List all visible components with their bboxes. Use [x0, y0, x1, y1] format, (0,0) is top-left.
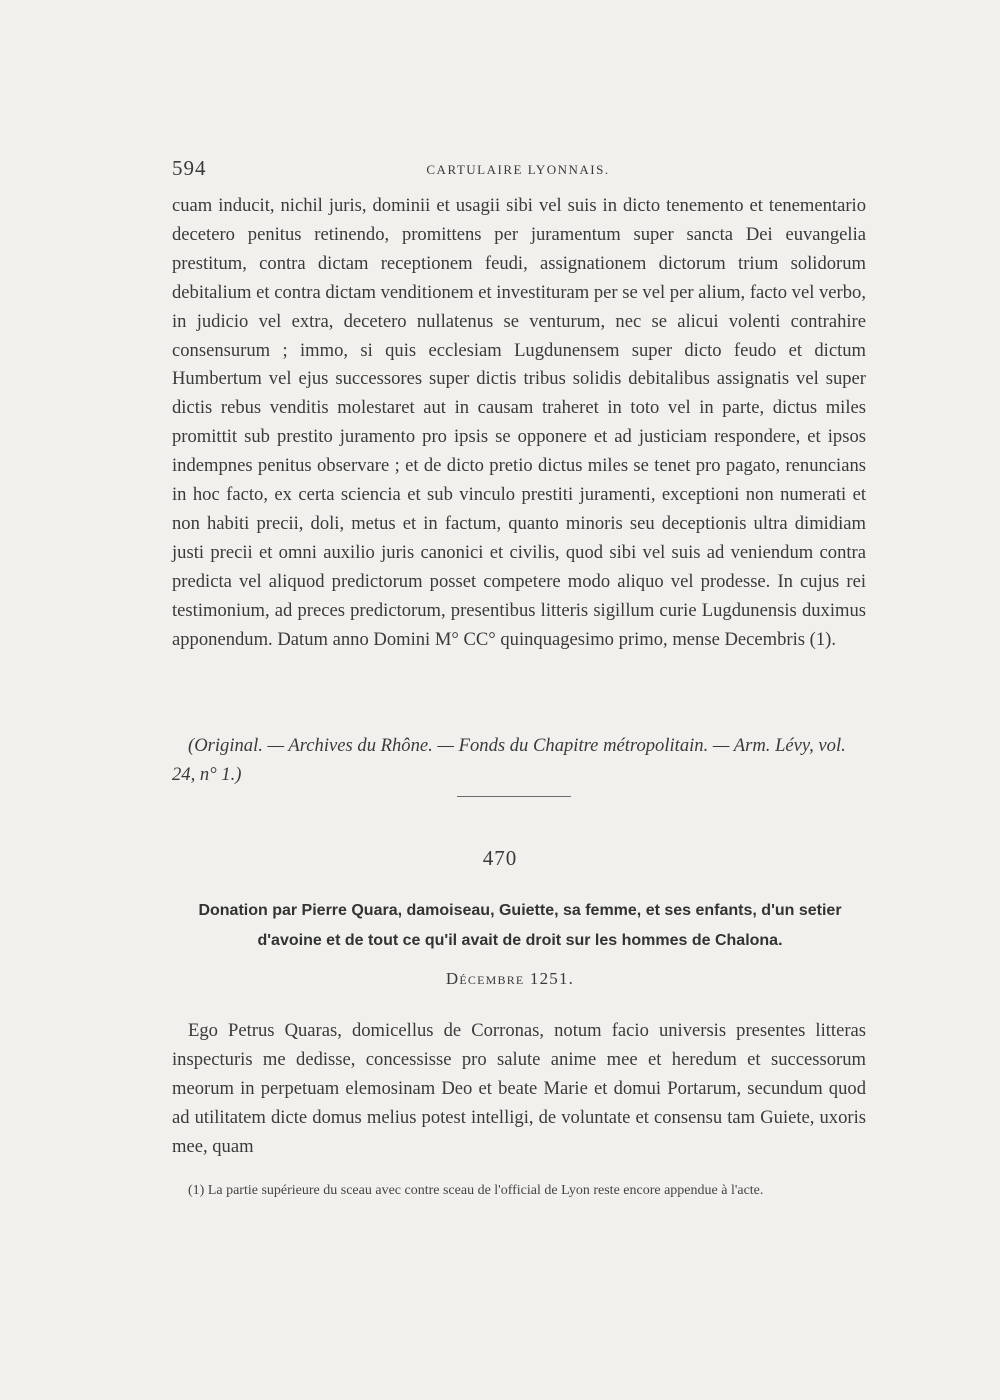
charter-date: Décembre 1251. — [445, 969, 575, 988]
page-number: 594 — [172, 156, 207, 180]
section-divider — [457, 796, 571, 797]
charter-number: 470 — [482, 846, 518, 870]
body-paragraph: cuam inducit, nichil juris, dominii et usagii sibi vel suis in dicto tenemento et tenementario decetero penitus retinendo, promittens per juramentum super sancta Dei euvangelia prestitum, contra dictam receptionem feudi, assignationem dictorum trium solidorum debitalium et contra dictam venditionem et investituram per se vel per alium, facto vel verbo, in judicio vel extra, decetero nullatenus se venturum, nec se alicui volenti contrahire consensurum ; immo, si quis ecclesiam Lugdunensem super dicto feudo et dictum Humbertum vel ejus successores super dictis tribus solidis debitalibus assignatis vel super dictis rebus venditis molestaret aut in causam traheret in toto vel in parte, dictus miles promittit sub prestito juramento pro ipsis se opponere et ad justiciam respondere, et ipsos indempnes penitus observare ; et de dicto pretio dictus miles se tenet pro pagato, renuncians in hoc facto, ex certa sciencia et sub vinculo prestiti juramenti, exceptioni non numerati et non habiti precii, doli, metus et in factum, quanto minoris seu deceptionis ultra dimidiam justi precii et omni auxilio juris canonici et civilis, quod sibi vel suis ad veniendum contra predicta vel aliquod predictorum posset competere modo aliquo vel prodesse. In cujus rei testimonium, ad preces predictorum, presentibus litteris sigillum curie Lugdunensis duximus apponendum. Datum anno Domini M° CC° quinquagesimo primo, mense Decembris (1). — [172, 195, 866, 650]
page-header — [170, 156, 866, 186]
footnote: (1) La partie supérieure du sceau avec contre sceau de l'official de Lyon reste encore appendue à l'acte. — [188, 1183, 764, 1198]
source-citation: (Original. — Archives du Rhône. — Fonds du Chapitre métropolitain. — Arm. Lévy, vol. 24, n° 1.) — [172, 735, 846, 785]
running-title: CARTULAIRE LYONNAIS. — [426, 162, 610, 177]
charter-title: Donation par Pierre Quara, damoiseau, Guiette, sa femme, et ses enfants, d'un setier d'avoine et de tout ce qu'il avait de droit sur les hommes de Chalona. — [198, 902, 842, 949]
previous-charter-text — [172, 192, 866, 655]
charter-text: Ego Petrus Quaras, domicellus de Corronas, notum facio universis presentes litteras inspecturis me dedisse, concessisse pro salute anime mee et heredum et successorum meorum in perpetuam elemosinam Deo et beate Marie et domui Portarum, secundum quod ad utilitatem dicte domus melius potest intelligi, de voluntate et consensu tam Guiete, uxoris mee, quam — [172, 1020, 866, 1157]
